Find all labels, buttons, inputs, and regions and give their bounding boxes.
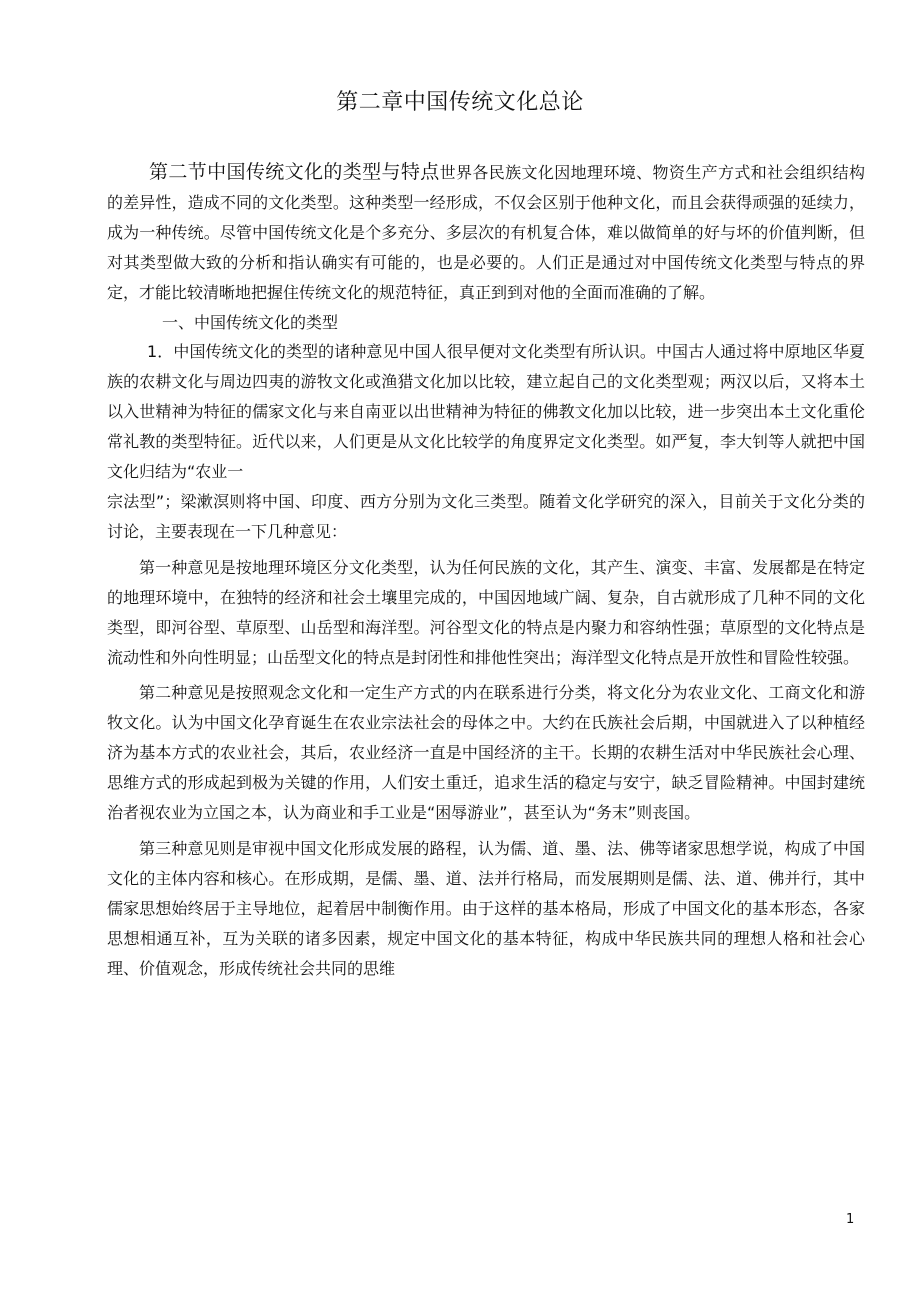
section-heading: 第二节中国传统文化的类型与特点 <box>149 161 440 183</box>
document-body <box>107 158 865 983</box>
opinion-three-paragraph: 第三种意见则是审视中国文化形成发展的路程，认为儒、道、墨、法、佛等诸家思想学说，构成了中国文化的主体内容和核心。在形成期，是儒、墨、道、法并行格局，而发展期则是儒、法、道、佛并行，其中儒家思想始终居于主导地位，起着居中制衡作用。由于这样的基本格局，形成了中国文化的基本形态，各家思想相通互补，互为关联的诸多因素，规定中国文化的基本特征，构成中华民族共同的理想人格和社会心理、价值观念，形成传统社会共同的思维 <box>107 838 865 978</box>
chapter-title: 第二章中国传统文化总论 <box>336 90 584 115</box>
opinion-one-paragraph: 第一种意见是按地理环境区分文化类型，认为任何民族的文化，其产生、演变、丰富、发展都是在特定的地理环境中，在独特的经济和社会土壤里完成的，中国因地域广阔、复杂，自古就形成了几种不同的文化类型，即河谷型、草原型、山岳型和海洋型。河谷型文化的特点是内聚力和容纳性强；草原型的文化特点是流动性和外向性明显；山岳型文化的特点是封闭性和排他性突出；海洋型文化特点是开放性和冒险性较强。 <box>107 557 865 667</box>
subsection-heading: 一、中国传统文化的类型 <box>162 312 339 332</box>
opinion-two-paragraph: 第二种意见是按照观念文化和一定生产方式的内在联系进行分类，将文化分为农业文化、工商文化和游牧文化。认为中国文化孕育诞生在农业宗法社会的母体之中。大约在氏族社会后期，中国就进入了以种植经济为基本方式的农业社会，其后，农业经济一直是中国经济的主干。长期的农耕生活对中华民族社会心理、思维方式的形成起到极为关键的作用，人们安土重迁，追求生活的稳定与安宁，缺乏冒险精神。中国封建统治者视农业为立国之本，认为商业和手工业是“困辱游业”，甚至认为“务末”则丧国。 <box>107 683 865 823</box>
intro-paragraph <box>107 158 865 308</box>
item-one-paragraph: 1．中国传统文化的类型的诸种意见中国人很早便对文化类型有所认识。中国古人通过将中原地区华夏族的农耕文化与周边四夷的游牧文化或渔猎文化加以比较，建立起自己的文化类型观；两汉以后，又将本土以入世精神为特征的儒家文化与来自南亚以出世精神为特征的佛教文化加以比较，进一步突出本土文化重伦常礼教的类型特征。近代以来，人们更是从文化比较学的角度界定文化类型。如严复，李大钊等人就把中国文化归结为“农业一 <box>107 342 865 482</box>
page-number: 1 <box>846 1212 855 1227</box>
item-one-continuation: 宗法型”；梁漱溟则将中国、印度、西方分别为文化三类型。随着文化学研究的深入，目前关于文化分类的讨论，主要表现在一下几种意见： <box>107 491 865 541</box>
intro-text: 世界各民族文化因地理环境、物资生产方式和社会组织结构的差异性，造成不同的文化类型。这种类型一经形成，不仅会区别于他种文化，而且会获得顽强的延续力，成为一种传统。尽管中国传统文化是个多充分、多层次的有机复合体，难以做简单的好与坏的价值判断，但对其类型做大致的分析和指认确实有可能的，也是必要的。人们正是通过对中国传统文化类型与特点的界定，才能比较清晰地把握住传统文化的规范特征，真正到到对他的全面而准确的了解。 <box>107 163 865 302</box>
